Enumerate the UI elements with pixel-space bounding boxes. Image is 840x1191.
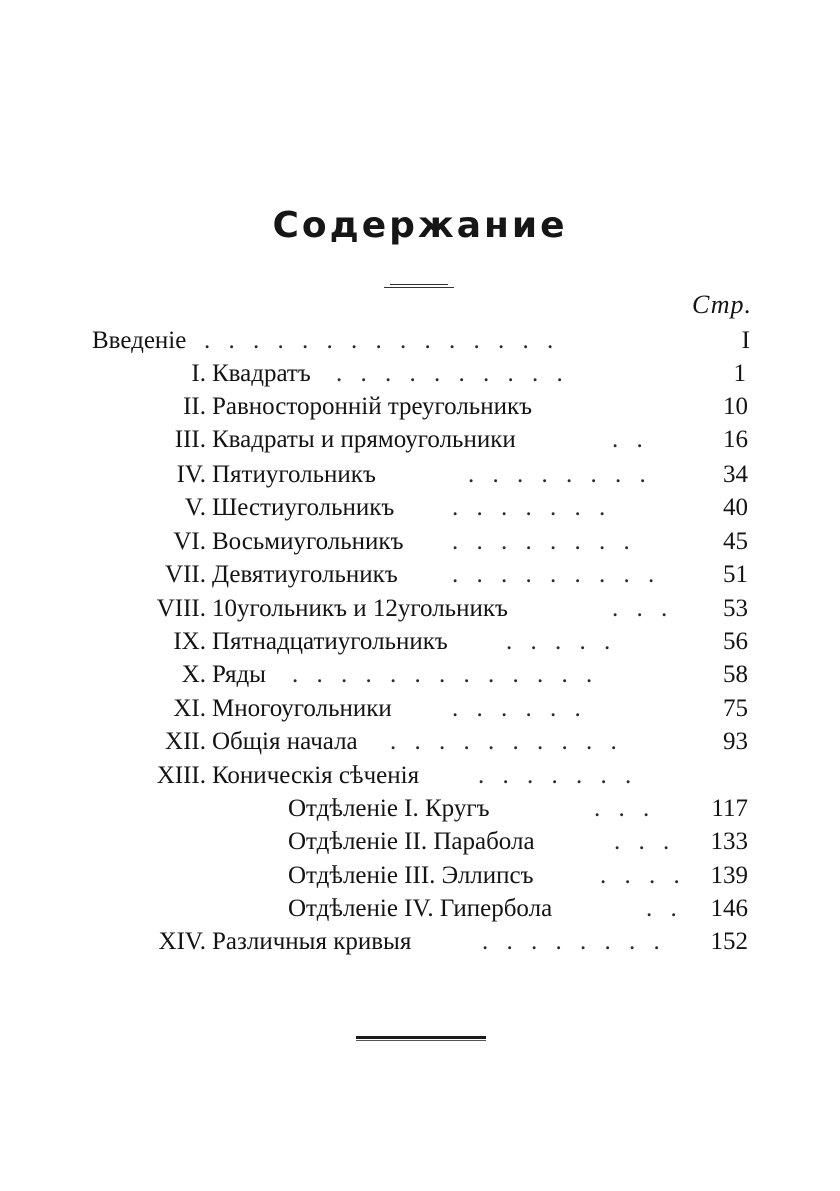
toc-entry-number: XIII. [156,762,206,789]
toc-leader-dots: . . . . . . . . . . . . . . . [204,327,560,354]
toc-entry-number: I. [191,360,206,387]
toc-entry [0,658,840,691]
toc-entry-page: 10 [723,393,748,420]
toc-entry [0,692,840,725]
toc-entry-number: XIV. [158,928,206,955]
toc-leader-dots: . . [612,426,649,453]
toc-entry-number: VIII. [156,595,206,622]
page-column-label: Стр. [692,290,752,319]
toc-entry-title: Различныя кривыя [212,928,412,955]
toc-leader-dots: . . . . . . . . [482,928,666,955]
toc-entry-title: Введеніе [92,327,187,354]
toc-entry-page: 117 [711,795,748,822]
toc-entry [0,525,840,558]
toc-leader-dots: . . . [612,595,674,622]
toc-leader-dots: . . [646,895,683,922]
toc-entry [0,592,840,625]
toc-entry [0,423,840,456]
toc-entry-page: 56 [723,628,748,655]
toc-leader-dots: . . . . . . [452,695,587,722]
toc-leader-dots: . . . . . . . . . . [390,728,623,755]
toc-entry [0,725,840,758]
toc-entry-title: Девятиугольникъ [212,561,398,588]
toc-entry [0,925,840,958]
toc-entry-title: Пятиугольникъ [212,461,376,488]
toc-entry-page: 45 [723,528,748,555]
toc-entry [0,357,840,390]
toc-entry [0,759,840,792]
toc-entry [0,792,840,825]
toc-entry-page: 53 [723,595,748,622]
toc-entry [0,625,840,658]
toc-leader-dots: . . . . . . . . . [452,561,661,588]
page-title: Содержание [272,205,568,246]
toc-entry-page: 93 [723,728,748,755]
toc-entry-title: Квадраты и прямоугольники [212,426,516,453]
closing-rule [356,1036,486,1039]
toc-entry-title: Пятнадцатиугольникъ [212,628,448,655]
toc-entry-title: Отдѣленіе III. Эллипсъ [288,862,534,889]
toc-leader-dots: . . . . . . . . . . [336,360,569,387]
toc-entry [0,825,840,858]
toc-leader-dots: . . . . . . . [478,762,638,789]
toc-entry-title: Отдѣленіе II. Парабола [288,828,535,855]
toc-entry-page: 51 [723,561,748,588]
toc-entry [0,558,840,591]
toc-entry-title: Ряды [212,661,266,688]
toc-entry-page: 1 [733,360,746,387]
toc-entry-title: Коническія сѣченія [212,762,420,789]
toc-entry-page: 16 [723,426,748,453]
toc-entry [0,859,840,892]
closing-rule-thin [356,1040,486,1041]
toc-entry [0,458,840,491]
toc-entry-title: Шестиугольникъ [212,494,395,521]
toc-entry-page: I [741,327,750,354]
toc-entry-title: Общія начала [212,728,358,755]
toc-entry [0,390,840,423]
toc-leader-dots: . . . . . . . . [468,461,652,488]
toc-entry [0,892,840,925]
toc-entry-page: 146 [710,895,748,922]
toc-entry-page: 40 [723,494,748,521]
toc-entry-title: Отдѣленіе I. Кругъ [288,795,490,822]
toc-leader-dots: . . . [614,828,676,855]
toc-entry-number: XII. [165,728,206,755]
toc-entry-number: IX. [173,628,206,655]
toc-leader-dots: . . . . . . . . . . . . . [292,661,599,688]
toc-entry-title: Многоугольники [212,695,392,722]
toc-entry-number: IV. [176,461,206,488]
toc-entry-page: 75 [723,695,748,722]
toc-entry-page: 139 [710,862,748,889]
toc-entry-number: II. [183,393,206,420]
toc-entry [0,324,840,357]
toc-entry-number: XI. [173,695,206,722]
toc-leader-dots: . . . . [600,862,686,889]
toc-entry-page: 152 [710,928,748,955]
toc-leader-dots: . . . . . . . [452,494,612,521]
toc-entry-number: X. [181,661,206,688]
toc-leader-dots: . . . . . . . . [452,528,636,555]
toc-entry-number: VI. [173,528,206,555]
toc-entry-page: 58 [723,661,748,688]
toc-entry-title: Восьмиугольникъ [212,528,404,555]
toc-leader-dots: . . . [594,795,656,822]
toc-entry-page: 133 [710,828,748,855]
toc-entry-title: Равносторонній треугольникъ [212,393,533,420]
toc-entry-title: 10угольникъ и 12угольникъ [212,595,508,622]
toc-entry-number: III. [174,426,206,453]
toc-entry-page: 34 [723,461,748,488]
toc-entry-title: Квадратъ [212,360,311,387]
toc-leader-dots: . . . . . [506,628,617,655]
toc-entry-title: Отдѣленіе IV. Гипербола [288,895,553,922]
toc-entry [0,491,840,524]
toc-entry-number: V. [184,494,206,521]
toc-entry-number: VII. [165,561,206,588]
